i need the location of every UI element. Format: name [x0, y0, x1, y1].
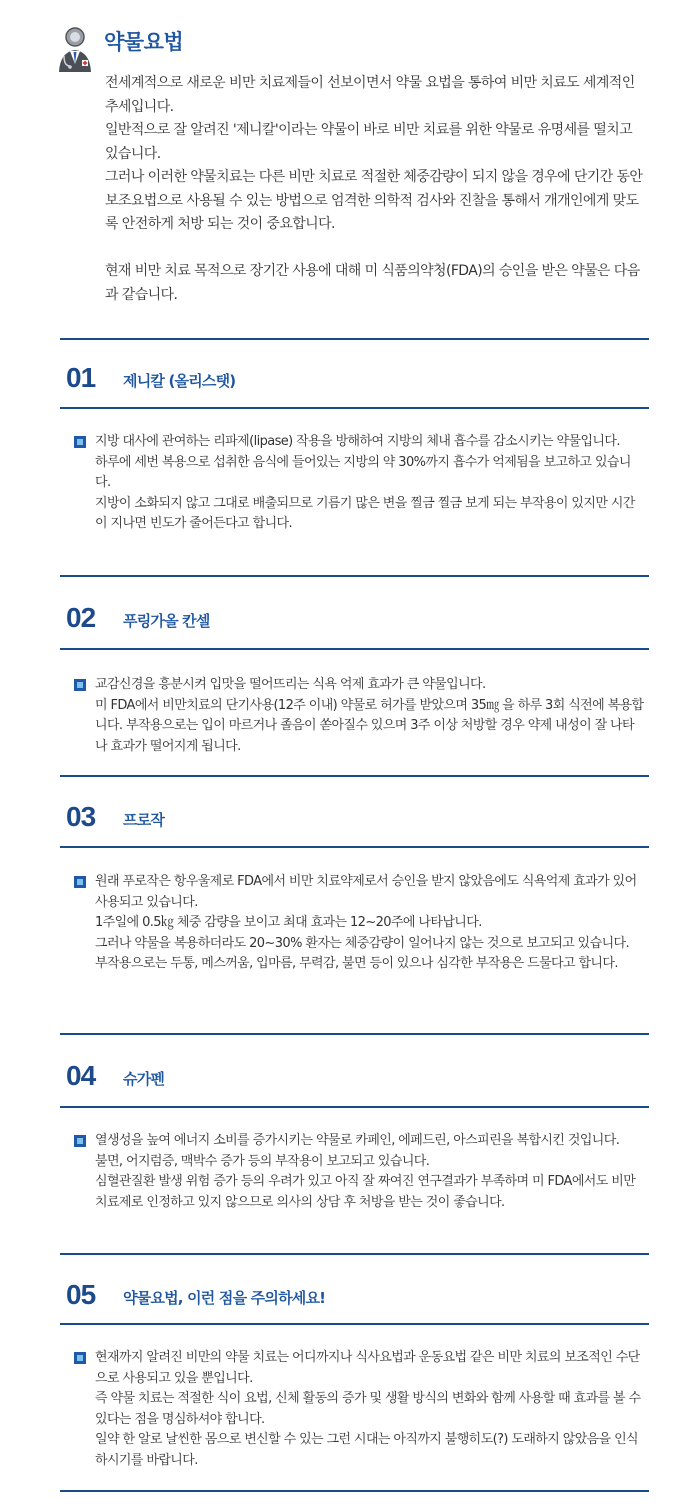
page-title: 약물요법 [104, 30, 184, 54]
section-paragraph: 즉 약물 치료는 적절한 식이 요법, 신체 활동의 증가 및 생활 방식의 변화와 함께 사용할 때 효과를 볼 수 있다는 점을 명심하셔야 합니다. [95, 1391, 641, 1427]
section-number: 02 [66, 602, 96, 633]
section-title: 슈가펜 [123, 1070, 165, 1088]
section-body-01 [74, 432, 644, 535]
bullet-icon [74, 876, 86, 888]
section-divider [60, 648, 649, 650]
section-divider [60, 407, 649, 409]
section-number: 01 [66, 362, 96, 393]
section-body-04 [74, 1131, 644, 1213]
section-paragraph: 부작용으로는 두통, 메스꺼움, 입마름, 무력감, 불면 등이 있으나 심각한 부작용은 드물다고 합니다. [95, 956, 618, 971]
section-divider [60, 1106, 649, 1108]
section-title: 프로작 [123, 811, 165, 829]
section-paragraph: 현재까지 알려진 비만의 약물 치료는 어디까지나 식사요법과 운동요법 같은 비만 치료의 보조적인 수단으로 사용되고 있을 뿐입니다. [95, 1350, 640, 1386]
bullet-icon [74, 1135, 86, 1147]
section-paragraph: 지방이 소화되지 않고 그대로 배출되므로 기름기 많은 변을 찔금 찔금 보게 되는 부작용이 있지만 시간이 지나면 빈도가 줄어든다고 합니다. [95, 495, 635, 531]
section-paragraph: 그러나 약물을 복용하더라도 20~30% 환자는 체중감량이 일어나지 않는 것으로 보고되고 있습니다. [95, 935, 630, 951]
section-divider [60, 575, 649, 577]
bullet-icon [74, 1352, 86, 1364]
section-divider [60, 338, 649, 340]
section-paragraph: 일약 한 알로 날씬한 몸으로 변신할 수 있는 그런 시대는 아직까지 불행히도(?) 도래하지 않았음을 인식하시기를 바랍니다. [95, 1432, 639, 1468]
bullet-icon [74, 679, 86, 691]
section-paragraph: 지방 대사에 관여하는 리파제(lipase) 작용을 방해하여 지방의 체내 흡수를 감소시키는 약물입니다. [95, 434, 620, 449]
section-title: 푸링가올 칸셀 [123, 612, 210, 630]
section-paragraph: 원래 푸로작은 항우울제로 FDA에서 비만 치료약제로서 승인을 받지 않았음에도 식욕억제 효과가 있어 사용되고 있습니다. [95, 874, 637, 910]
intro-paragraph: 현재 비만 치료 목적으로 장기간 사용에 대해 미 식품의약청(FDA)의 승인을 받은 약물은 다음과 같습니다. [105, 263, 640, 303]
section-divider [60, 1033, 649, 1035]
section-body-02 [74, 675, 644, 757]
section-divider [60, 1323, 649, 1325]
section-body-03 [74, 872, 644, 975]
section-divider [60, 1253, 649, 1255]
section-paragraph: 하루에 세번 복용으로 섭취한 음식에 들어있는 지방의 약 30%까지 흡수가 억제됨을 보고하고 있습니다. [95, 454, 631, 490]
section-number: 03 [66, 801, 96, 832]
bullet-icon [74, 436, 86, 448]
section-paragraph: 미 FDA에서 비만치료의 단기사용(12주 이내) 약물로 허가를 받았으며 35㎎ 을 하루 3회 식전에 복용합니다. 부작용으로는 입이 마르거나 졸음이 쏟아질수 있으며 3주 이상 처방할 경우 약제 내성이 잘 나타나 효과가 떨어지게 됩니다. [95, 697, 644, 754]
section-body-05 [74, 1348, 644, 1471]
section-title: 약물요법, 이런 점을 주의하세요! [123, 1289, 326, 1307]
section-title: 제니칼 (올리스탯) [123, 372, 236, 390]
intro-spacer [105, 237, 645, 261]
intro-paragraph: 그러나 이러한 약물치료는 다른 비만 치료로 적절한 체중감량이 되지 않을 경우에 단기간 동안 보조요법으로 사용될 수 있는 방법으로 엄격한 의학적 검사와 진찰을 통해서 개개인에게 맞도록 안전하게 처방 되는 것이 중요합니다. [105, 169, 643, 232]
intro-paragraph: 전세계적으로 새로운 비만 치료제들이 선보이면서 약물 요법을 통하여 비만 치료도 세계적인 추세입니다. [105, 75, 635, 115]
intro-paragraph: 일반적으로 잘 알려진 '제니칼'이라는 약물이 바로 비만 치료를 위한 약물로 유명세를 떨치고 있습니다. [105, 122, 633, 162]
doctor-icon [56, 24, 94, 74]
section-divider [60, 1490, 649, 1492]
section-number: 05 [66, 1279, 96, 1310]
section-paragraph: 심혈관질환 발생 위험 증가 등의 우려가 있고 아직 잘 짜여진 연구결과가 부족하며 미 FDA에서도 비만치료제로 인정하고 있지 않으므로 의사의 상담 후 처방을 받는 것이 좋습니다. [95, 1174, 636, 1210]
section-paragraph: 열생성을 높여 에너지 소비를 증가시키는 약물로 카페인, 에페드린, 아스피린을 복합시킨 것입니다. [95, 1133, 620, 1148]
section-paragraph: 1주일에 0.5㎏ 체중 감량을 보이고 최대 효과는 12~20주에 나타납니다. [95, 915, 482, 930]
section-paragraph: 불면, 어지럼증, 맥박수 증가 등의 부작용이 보고되고 있습니다. [95, 1153, 430, 1169]
section-paragraph: 교감신경을 흥분시켜 입맛을 떨어뜨리는 식욕 억제 효과가 큰 약물입니다. [95, 677, 486, 692]
section-divider [60, 775, 649, 777]
section-number: 04 [66, 1060, 96, 1091]
intro-text [105, 72, 645, 307]
section-divider [60, 846, 649, 848]
